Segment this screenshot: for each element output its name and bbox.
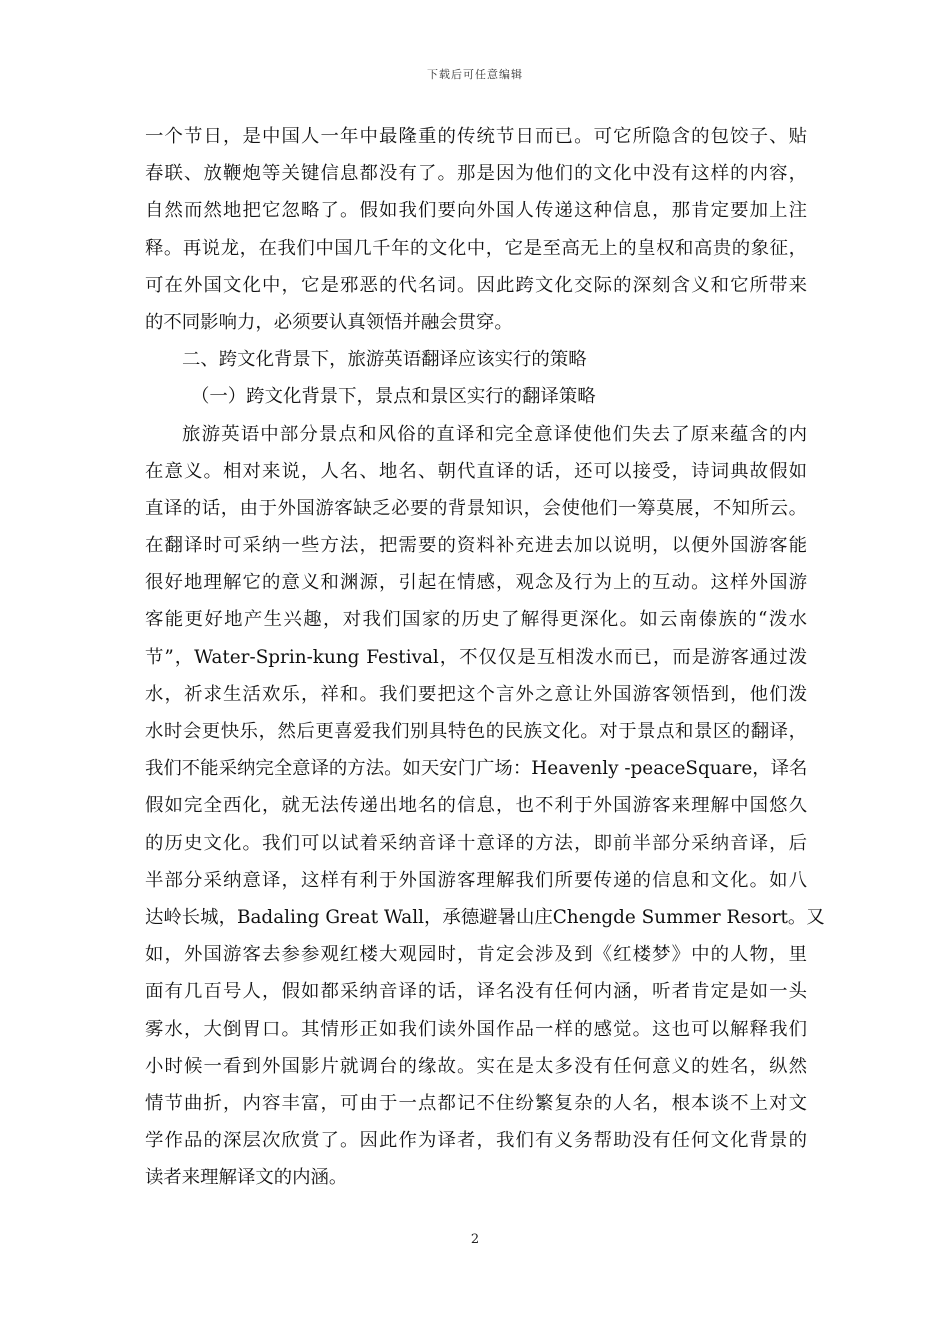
body-line: 学作品的深层次欣赏了。因此作为译者，我们有义务帮助没有任何文化背景的 <box>145 1130 807 1152</box>
body-line: 在意义。相对来说，人名、地名、朝代直译的话，还可以接受，诗词典故假如 <box>145 460 807 482</box>
body-line: 的不同影响力，必须要认真领悟并融会贯穿。 <box>145 311 513 333</box>
body-line: 水时会更快乐，然后更喜爱我们别具特色的民族文化。对于景点和景区的翻译， <box>145 721 807 742</box>
body-line: 春联、放鞭炮等关键信息都没有了。那是因为他们的文化中没有这样的内容， <box>145 163 807 185</box>
body-line: 面有几百号人，假如都采纳音译的话，译名没有任何内涵，听者肯定是如一头 <box>145 981 807 1003</box>
body-line: 情节曲折，内容丰富，可由于一点都记不住纷繁复杂的人名，根本谈不上对文 <box>145 1092 807 1114</box>
body-line: 节”，Water-Sprin-kung Festival，不仅仅是互相泼水而已，而是游客通过泼 <box>145 646 807 668</box>
body-line: 可在外国文化中，它是邪恶的代名词。因此跨文化交际的深刻含义和它所带来 <box>145 274 807 296</box>
body-line: 雾水，大倒胃口。其情形正如我们读外国作品一样的感觉。这也可以解释我们 <box>145 1018 807 1040</box>
body-line: 水，祈求生活欢乐，祥和。我们要把这个言外之意让外国游客领悟到，他们泼 <box>145 683 807 705</box>
body-line: 的历史文化。我们可以试着采纳音译十意译的方法，即前半部分采纳音译，后 <box>145 832 807 854</box>
body-line: 自然而然地把它忽略了。假如我们要向外国人传递这种信息，那肯定要加上注 <box>145 200 807 222</box>
body-line: 半部分采纳意译，这样有利于外国游客理解我们所要传递的信息和文化。如八 <box>145 869 807 891</box>
body-line: 达岭长城，Badaling Great Wall，承德避暑山庄Chengde Summer Resort。又 <box>145 906 825 928</box>
body-line: 如，外国游客去参参观红楼大观园时，肯定会涉及到《红楼梦》中的人物，里 <box>145 944 807 966</box>
body-line: 很好地理解它的意义和渊源，引起在情感，观念及行为上的互动。这样外国游 <box>145 572 807 594</box>
page-number: 2 <box>470 1232 480 1247</box>
body-line: 我们不能采纳完全意译的方法。如天安门广场：Heavenly -peaceSquare，译名 <box>145 758 808 780</box>
body-line: 一个节日，是中国人一年中最隆重的传统节日而已。可它所隐含的包饺子、贴 <box>145 126 807 147</box>
document-body <box>145 118 825 1196</box>
body-line: 客能更好地产生兴趣，对我们国家的历史了解得更深化。如云南傣族的“泼水 <box>145 609 807 631</box>
subsection-heading: （一）跨文化背景下，景点和景区实行的翻译策略 <box>191 386 596 408</box>
body-line: 小时候一看到外国影片就调台的缘故。实在是太多没有任何意义的姓名，纵然 <box>145 1055 807 1077</box>
page-header: 下载后可任意编辑 <box>427 68 523 81</box>
body-line: 读者来理解译文的内涵。 <box>145 1167 348 1189</box>
body-line: 释。再说龙，在我们中国几千年的文化中，它是至高无上的皇权和高贵的象征， <box>145 237 807 259</box>
body-line: 旅游英语中部分景点和风俗的直译和完全意译使他们失去了原来蕴含的内 <box>182 423 807 445</box>
body-line: 假如完全西化，就无法传递出地名的信息，也不利于外国游客来理解中国悠久 <box>145 795 807 817</box>
body-line: 在翻译时可采纳一些方法，把需要的资料补充进去加以说明，以便外国游客能 <box>145 535 807 557</box>
body-line: 直译的话，由于外国游客缺乏必要的背景知识，会使他们一筹莫展，不知所云。 <box>145 497 807 519</box>
section-heading: 二、跨文化背景下，旅游英语翻译应该实行的策略 <box>182 349 587 371</box>
